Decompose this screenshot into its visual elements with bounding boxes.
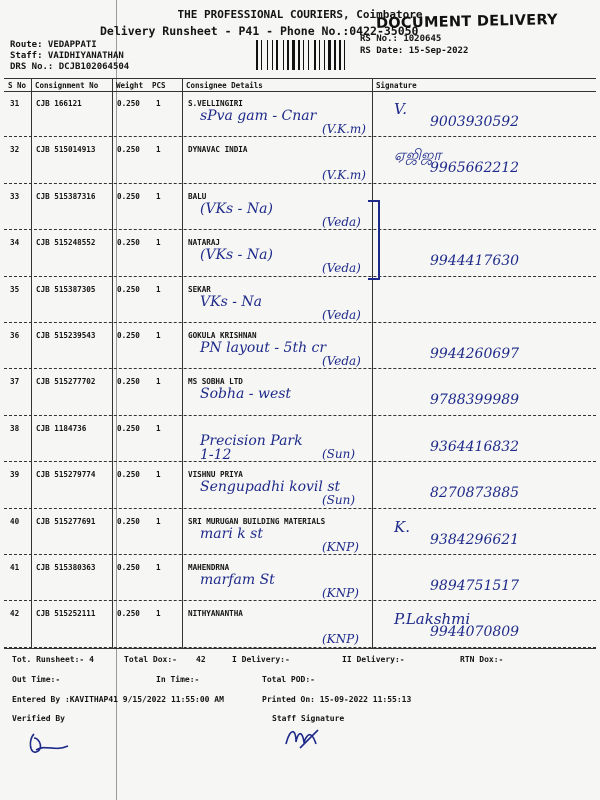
row-consignment-no: CJB 515252111: [36, 609, 96, 619]
col-header-sno: S No: [8, 81, 27, 90]
row-consignment-no: CJB 515279774: [36, 470, 96, 480]
row-pcs: 1: [156, 563, 161, 572]
total-pod: Total POD:-: [262, 675, 315, 684]
row-handwritten-address: PN layout - 5th cr: [200, 340, 327, 356]
handwritten-bracket: [368, 200, 380, 280]
row-handwritten-signature: P.Lakshmi: [394, 610, 471, 629]
row-handwritten-extra: 1-12: [200, 446, 232, 463]
row-handwritten-address: (VKs - Na): [200, 200, 273, 217]
row-consignment-no: CJB 515387305: [36, 284, 96, 294]
verifier-signature: [24, 730, 74, 760]
row-handwritten-address: sPva gam - Cnar: [200, 108, 317, 124]
row-handwritten-address: mari k st: [200, 525, 263, 542]
barcode-bar: [292, 40, 295, 70]
row-handwritten-code: (Veda): [322, 214, 361, 229]
col-header-consignment: Consignment No: [35, 81, 99, 90]
row-consignee-name: NITHYANANTHA: [188, 609, 243, 619]
row-weight: 0.250: [117, 99, 140, 108]
row-handwritten-phone: 9364416832: [430, 438, 520, 455]
row-separator: [4, 415, 596, 416]
row-pcs: 1: [156, 99, 161, 108]
table-bottom-border: [4, 648, 596, 649]
row-consignee-name: SEKAR: [188, 284, 211, 294]
row-separator: [4, 600, 596, 601]
row-pcs: 1: [156, 238, 161, 248]
column-divider: [372, 78, 373, 648]
row-weight: 0.250: [117, 191, 140, 201]
row-handwritten-code: (Sun): [322, 493, 356, 508]
page-fold-line: [116, 0, 117, 800]
barcode-bar: [256, 40, 258, 70]
row-consignment-no: CJB 515239543: [36, 331, 96, 340]
row-sno: 41: [10, 563, 20, 572]
staff-signature-mark: [282, 724, 332, 752]
col-header-pcs: PCS: [152, 81, 166, 90]
row-consignment-no: CJB 166121: [36, 99, 82, 108]
row-handwritten-code: (Veda): [322, 261, 361, 276]
barcode-bar: [261, 40, 262, 70]
row-sno: 39: [10, 470, 20, 480]
row-pcs: 1: [156, 470, 161, 480]
row-handwritten-code: (KNP): [322, 632, 359, 647]
row-weight: 0.250: [117, 331, 140, 340]
row-consignee-name: MS SOBHA LTD: [188, 377, 243, 387]
verified-by-label: Verified By: [12, 714, 65, 723]
row-separator: [4, 183, 596, 184]
entered-by: Entered By :KAVITHAP41 9/15/2022 11:55:00 AM: [12, 695, 224, 704]
row-handwritten-code: (Sun): [322, 446, 356, 461]
row-pcs: 1: [156, 516, 161, 526]
i-delivery: I Delivery:-: [232, 655, 290, 664]
row-handwritten-code: (V.K.m): [322, 122, 366, 136]
row-weight: 0.250: [117, 563, 140, 572]
out-time: Out Time:-: [12, 675, 61, 684]
row-handwritten-phone: 8270873885: [430, 485, 520, 502]
rs-date: RS Date: 15-Sep-2022: [360, 46, 469, 56]
row-pcs: 1: [156, 423, 161, 433]
rtn-dox: RTN Dox:-: [460, 655, 504, 664]
row-sno: 37: [10, 377, 20, 387]
row-consignment-no: CJB 1184736: [36, 423, 87, 433]
row-handwritten-phone: 9894751517: [430, 578, 520, 594]
row-sno: 32: [10, 145, 20, 155]
row-consignee-name: SRI MURUGAN BUILDING MATERIALS: [188, 516, 326, 526]
barcode-bar: [276, 40, 278, 70]
barcode-bar: [267, 40, 268, 70]
row-pcs: 1: [156, 145, 161, 155]
row-weight: 0.250: [117, 470, 140, 480]
row-handwritten-code: (KNP): [322, 586, 359, 600]
row-sno: 33: [10, 191, 20, 201]
row-sno: 42: [10, 609, 20, 619]
barcode-bar: [308, 40, 309, 70]
row-handwritten-code: (Veda): [322, 307, 361, 322]
row-handwritten-phone: 9944070809: [430, 624, 520, 641]
col-header-signature: Signature: [376, 81, 417, 90]
row-separator: [4, 322, 596, 323]
barcode-bar: [298, 40, 300, 70]
in-time: In Time:-: [156, 675, 200, 684]
barcode-bar: [339, 40, 341, 70]
barcode-bar: [328, 40, 331, 70]
row-handwritten-code: (KNP): [322, 539, 359, 554]
row-consignment-no: CJB 515277691: [36, 516, 96, 526]
row-handwritten-address: Precision Park: [200, 432, 303, 449]
row-handwritten-address: Sobha - west: [200, 386, 292, 403]
row-pcs: 1: [156, 284, 161, 294]
row-sno: 36: [10, 331, 20, 340]
table-header-border: [4, 91, 596, 92]
barcode-graphic: [256, 40, 356, 70]
row-handwritten-signature: K.: [394, 517, 410, 536]
col-header-weight: Weight: [116, 81, 144, 90]
column-divider: [31, 78, 32, 648]
row-consignment-no: CJB 515277702: [36, 377, 96, 387]
row-sno: 31: [10, 99, 20, 108]
barcode-bar: [324, 40, 325, 70]
staff-label: Staff: VAIDHIYANATHAN: [10, 51, 124, 61]
row-handwritten-address: marfam St: [200, 572, 275, 588]
row-sno: 35: [10, 284, 20, 294]
row-handwritten-phone: 9003930592: [430, 114, 520, 130]
row-consignee-name: MAHENDRNA: [188, 563, 230, 572]
row-consignment-no: CJB 515248552: [36, 238, 96, 248]
ii-delivery: II Delivery:-: [342, 655, 405, 664]
row-separator: [4, 276, 596, 277]
barcode-bar: [272, 40, 273, 70]
row-handwritten-address: (VKs - Na): [200, 247, 273, 264]
row-handwritten-address: VKs - Na: [200, 293, 262, 310]
staff-signature-label: Staff Signature: [272, 714, 345, 723]
row-consignee-name: GOKULA KRISHNAN: [188, 331, 257, 340]
row-consignee-name: DYNAVAC INDIA: [188, 145, 248, 155]
drs-number: DRS No.: DCJB102064504: [10, 62, 130, 72]
tot-runsheet: Tot. Runsheet:- 4: [12, 655, 94, 664]
row-consignee-name: NATARAJ: [188, 238, 221, 248]
row-separator: [4, 368, 596, 369]
barcode-bar: [283, 40, 284, 70]
printed-on: Printed On: 15-09-2022 11:55:13: [262, 695, 412, 704]
row-pcs: 1: [156, 609, 161, 619]
row-separator: [4, 461, 596, 462]
row-separator: [4, 229, 596, 230]
row-weight: 0.250: [117, 423, 140, 433]
row-consignee-name: BALU: [188, 191, 207, 201]
row-consignment-no: CJB 515380363: [36, 563, 96, 572]
runsheet-subtitle: Delivery Runsheet - P41 - Phone No.:0422-35050: [100, 24, 419, 38]
col-header-consignee: Consignee Details: [186, 81, 263, 90]
barcode-bar: [287, 40, 289, 70]
row-handwritten-address: Sengupadhi kovil st: [200, 479, 341, 496]
row-weight: 0.250: [117, 284, 140, 294]
row-consignee-name: S.VELLINGIRI: [188, 99, 243, 108]
barcode-bar: [334, 40, 336, 70]
table-top-border: [4, 78, 596, 79]
row-handwritten-phone: 9965662212: [430, 160, 520, 177]
row-sno: 38: [10, 423, 20, 433]
row-handwritten-phone: 9944260697: [430, 346, 520, 362]
route-label: Route: VEDAPPATI: [10, 40, 97, 50]
row-handwritten-code: (Veda): [322, 354, 361, 368]
row-sno: 40: [10, 516, 20, 526]
column-divider: [112, 78, 113, 648]
row-consignee-name: VISHNU PRIYA: [188, 470, 243, 480]
barcode-bar: [314, 40, 316, 70]
row-separator: [4, 136, 596, 137]
row-handwritten-signature: ஏஜிஜா: [394, 146, 442, 165]
row-handwritten-phone: 9788399989: [430, 392, 520, 409]
row-pcs: 1: [156, 331, 161, 340]
company-title: THE PROFESSIONAL COURIERS, Coimbatore: [177, 8, 423, 21]
row-weight: 0.250: [117, 145, 140, 155]
row-handwritten-signature: V.: [394, 100, 407, 118]
row-weight: 0.250: [117, 238, 140, 248]
row-handwritten-code: (V.K.m): [322, 168, 366, 183]
row-consignment-no: CJB 515387316: [36, 191, 96, 201]
rs-number: RS No.: 1020645: [360, 34, 442, 44]
document-delivery-stamp: DOCUMENT DELIVERY: [375, 12, 559, 32]
row-separator: [4, 554, 596, 555]
row-pcs: 1: [156, 377, 161, 387]
row-handwritten-phone: 9384296621: [430, 531, 520, 548]
total-dox-value: 42: [196, 655, 206, 664]
row-consignment-no: CJB 515014913: [36, 145, 96, 155]
total-dox-label: Total Dox:-: [124, 655, 177, 664]
row-pcs: 1: [156, 191, 161, 201]
barcode-bar: [303, 40, 304, 70]
row-weight: 0.250: [117, 516, 140, 526]
row-weight: 0.250: [117, 609, 140, 619]
row-weight: 0.250: [117, 377, 140, 387]
barcode-bar: [319, 40, 320, 70]
column-divider: [182, 78, 183, 648]
row-sno: 34: [10, 238, 20, 248]
row-separator: [4, 508, 596, 509]
row-handwritten-phone: 9944417630: [430, 253, 520, 270]
barcode-bar: [344, 40, 345, 70]
